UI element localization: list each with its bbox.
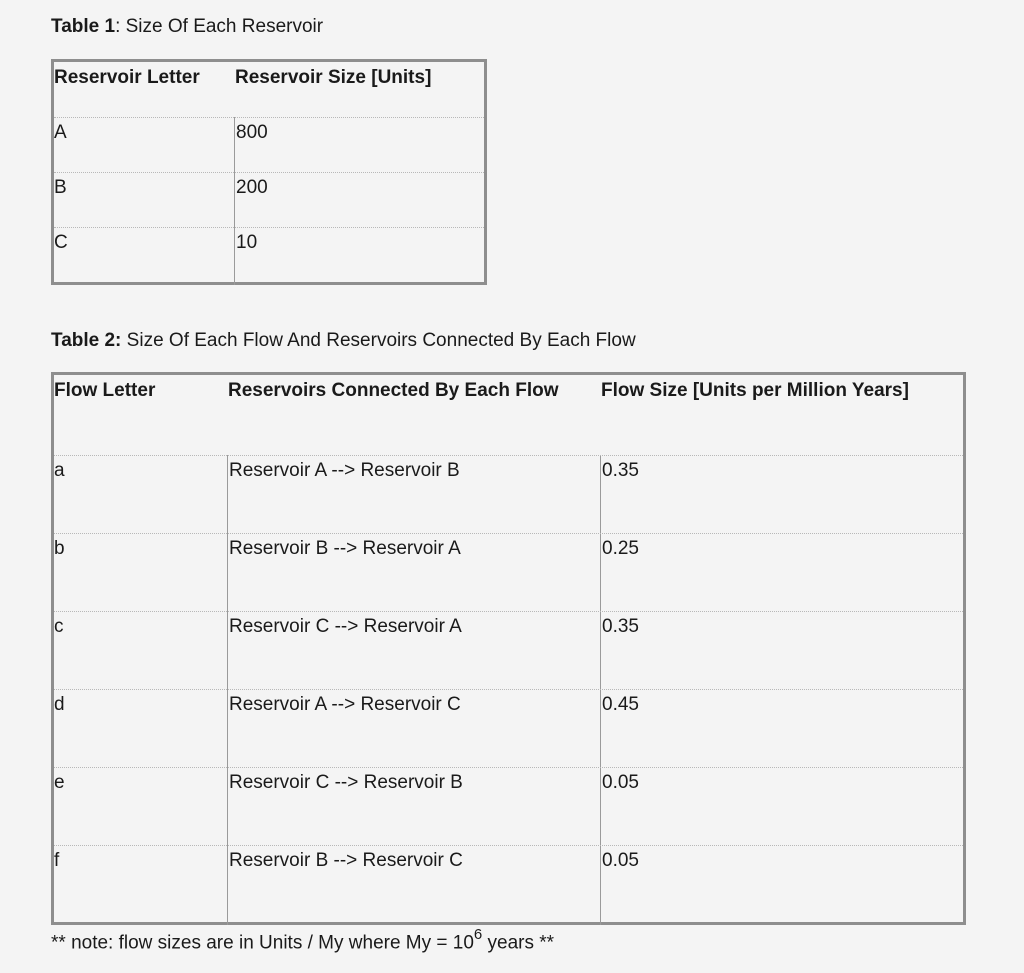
flow-table xyxy=(51,372,966,925)
table-row xyxy=(54,533,963,612)
table1-caption-text: : Size Of Each Reservoir xyxy=(115,16,324,37)
table1-cell-size: 200 xyxy=(236,177,268,198)
table2-cell-size: 0.05 xyxy=(602,850,639,871)
table2-cell-letter: b xyxy=(54,538,65,559)
table1-cell-letter: B xyxy=(54,177,67,198)
table-row xyxy=(54,455,963,534)
table1-caption xyxy=(51,16,323,38)
table2-cell-letter: c xyxy=(54,616,64,637)
table2-cell-letter: d xyxy=(54,694,65,715)
table1-cell-letter: A xyxy=(54,122,67,143)
table-row xyxy=(54,117,484,173)
table2-cell-letter: e xyxy=(54,772,65,793)
table2-cell-connection: Reservoir C --> Reservoir B xyxy=(229,772,463,793)
table1-cell-size: 10 xyxy=(236,232,258,253)
note-exponent: 6 xyxy=(473,926,483,943)
table2-cell-connection: Reservoir A --> Reservoir C xyxy=(229,694,461,715)
note-suffix: years ** xyxy=(482,932,555,954)
table2-cell-size: 0.25 xyxy=(602,538,639,559)
table2-cell-size: 0.45 xyxy=(602,694,639,715)
table2-cell-connection: Reservoir C --> Reservoir A xyxy=(229,616,462,637)
table1-caption-label: Table 1 xyxy=(51,16,116,37)
table2-header-letter: Flow Letter xyxy=(54,380,156,401)
reservoir-size-table xyxy=(51,59,487,285)
table-row xyxy=(54,227,484,283)
table2-header-flow-size: Flow Size [Units per Million Years] xyxy=(601,380,909,401)
table1-header-letter: Reservoir Letter xyxy=(54,67,200,88)
table2-caption-text: Size Of Each Flow And Reservoirs Connected By Each Flow xyxy=(121,330,636,351)
table2-caption-label: Table 2: xyxy=(51,330,122,351)
table2-cell-connection: Reservoir B --> Reservoir C xyxy=(229,850,463,871)
flow-units-note xyxy=(51,928,554,954)
table2-cell-letter: a xyxy=(54,460,65,481)
table-row xyxy=(54,611,963,690)
table2-cell-letter: f xyxy=(54,850,60,871)
table-row xyxy=(54,767,963,846)
table2-cell-size: 0.35 xyxy=(602,460,639,481)
table-row xyxy=(54,689,963,768)
table2-header-connection: Reservoirs Connected By Each Flow xyxy=(228,380,559,401)
table-row xyxy=(54,172,484,228)
table2-cell-connection: Reservoir B --> Reservoir A xyxy=(229,538,461,559)
table1-header-size: Reservoir Size [Units] xyxy=(235,67,432,88)
table1-cell-letter: C xyxy=(54,232,68,253)
table-row xyxy=(54,845,963,924)
note-text: ** note: flow sizes are in Units / My where My = 10 xyxy=(51,932,474,954)
table1-cell-size: 800 xyxy=(236,122,268,143)
table2-cell-connection: Reservoir A --> Reservoir B xyxy=(229,460,460,481)
table2-cell-size: 0.05 xyxy=(602,772,639,793)
table2-cell-size: 0.35 xyxy=(602,616,639,637)
table2-caption xyxy=(51,330,636,352)
